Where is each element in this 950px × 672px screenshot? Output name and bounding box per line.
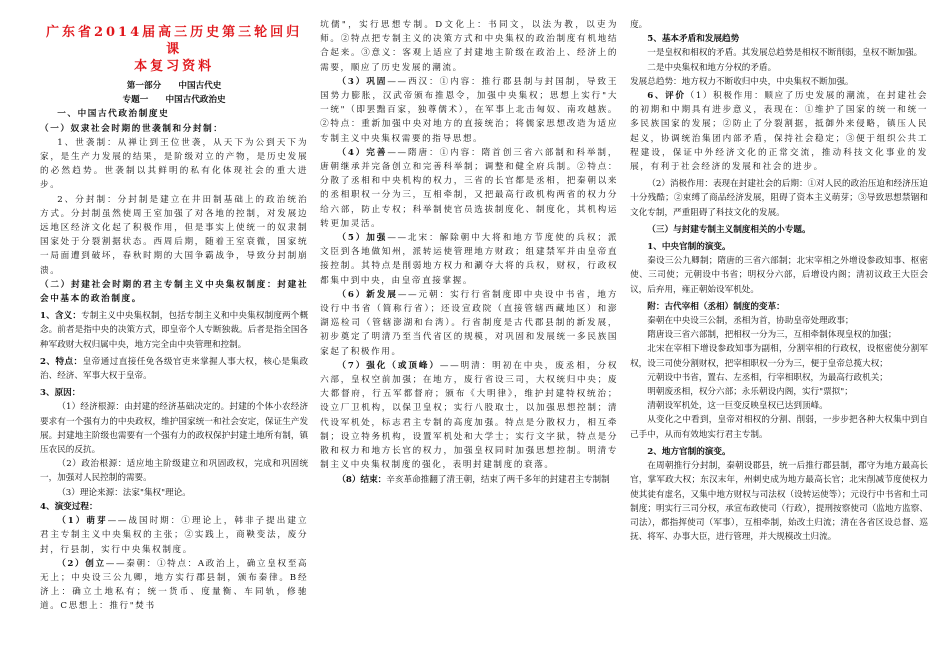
paragraph: （6）新发展——元朝：实行行省制度即中央设中书省，地方设行中书省（简称行省）；还设宣政院（直接管辖西藏地区）和澎湖巡检司（管辖澎湖和台湾）。行省制度是古代郡县制的新发展，初步奠定了明清乃至当代省区的规模，对巩固和发展统一多民族国家起了积极作用。	[320, 289, 619, 357]
paragraph: 一是皇权和相权的矛盾。其发展总趋势是相权不断削弱，皇权不断加强。	[647, 48, 923, 59]
paragraph: 秦朝在中央设三公制，丞相为首，协助皇帝处理政事；	[647, 316, 854, 327]
paragraph-heading: 附：古代宰相（丞相）制度的变革：	[647, 301, 785, 312]
column-3	[630, 18, 928, 666]
paragraph-heading: （三）与封建专制主义制度相关的小专题。	[647, 224, 811, 235]
paragraph-heading: 1、中央官制的演变。	[647, 242, 731, 253]
paragraph-heading: 2、地方官制的演变。	[647, 446, 731, 457]
paragraph: （2）政治根源：适应地主阶级建立和巩固政权，完成和巩固统一，加强对人民控制的需要。	[40, 459, 309, 484]
paragraph-heading: 5、基本矛盾和发展趋势	[647, 34, 740, 45]
column-2	[320, 18, 618, 666]
subsection-heading: （二）封建社会时期的君主专制主义中央集权制度：封建社会中基本的政治制度。	[40, 279, 309, 305]
section-heading: 一、中国古代政治制度史	[57, 109, 170, 120]
paragraph: （3）巩固——西汉：①内容：推行郡县制与封国制，导致王国势力膨胀，汉武帝颁布推恩令，加强中央集权；思想上实行"大一统"（即罢黜百家，独尊儒术），在军事上北击匈奴、南攻越族。②特点：重新加强中央对地方的直接统治；将儒家思想改造为适应专制主义中央集权需要的指导思想。	[320, 76, 619, 144]
paragraph: 二是中央集权和地方分权的矛盾。	[647, 62, 777, 73]
paragraph: （4）完善——隋唐：①内容：隋首创三省六部制和科举制，唐朝继承并完备创立和完善科举制；调整和健全府兵制。②特点：分散了丞相和中央机构的权力，三省的长官都是丞相，把秦朝以来的丞相职权一分为三，互相牵制，又把最高行政机构两省的权力分给六部，防止专权；科举制使官员选拔制度化、制度化，其机构运转更加灵活。	[320, 147, 619, 229]
paragraph: 隋唐设三省六部制，把相权一分为三，互相牵制体现皇权的加强；	[647, 330, 897, 341]
paragraph: （2）消极作用：表现在封建社会的后期：①对人民的政治压迫和经济压迫十分残酷；②束缚了商品经济发展，阻碍了资本主义萌芽；③导致思想禁锢和文化专制，严重阻碍了科技文化的发展。	[630, 179, 929, 218]
paragraph: 明朝废丞相，权分六部；永乐朝设内阁，实行"票拟"；	[647, 387, 853, 398]
paragraph: 2、分封制：分封制是建立在井田制基础上的政治统治方式。分封制虽然使周王室加强了对各地的控制，对发展边远地区经济文化起了积极作用，但是事实上使统一的奴隶制国家处于分裂割据状态。西周后期，随着王室衰微，国家统一局面遭到破坏，春秋时期的大国争霸战争，导致分封制崩溃。	[40, 194, 309, 276]
paragraph: 在周朝推行分封制，秦朝设郡县，统一后推行郡县制，郡守为地方最高长官，掌军政大权；东汉末年，州刺史成为地方最高长官；北宋削减节度使权力使其徒有虚名，又集中地方财权与司法权（设转运使等）；元设行中书省和土司制度；明实行三司分权，承宣布政使司（行政），提刑按察使司（监地方监察、司法），都指挥使司（军事），互相牵制，始改土归流；清在各省区设总督、巡抚、将军、办事大臣，进行管理，并大规模改土归流。	[630, 461, 929, 543]
paragraph: 元朝设中书省，置右、左丞相，行宰相职权，为最高行政机关；	[647, 372, 888, 383]
paragraph: （7）强化（或顶峰）——明清：明初在中央，废丞相，分权六部，皇权空前加强；在地方，废行省设三司，大权统归中央；废大都督府，行五军都督府；颁布《大明律》，维护封建特权统治；设立厂卫机构，以保卫皇权；实行八股取士，以加强思想控制；清代设军机处，标志君主专制的高度加强。特点是分散权力，相互牵制；设立特务机构，设置军机处和大学士；实行文字狱，特点是分散和权力和地方长官的权力，加强皇权同时加强思想控制。明清专制主义中央集权制度的强化，表明封建制度的衰落。	[320, 360, 619, 471]
paragraph: （8）结束：辛亥革命推翻了清王朝，结束了两千多年的封建君主专制制	[337, 474, 610, 485]
paragraph: 从变化之中看到，皇帝对相权的分割、削弱，一步步把各种大权集中到自己手中，从而有效地实行君主专制。	[630, 415, 929, 440]
paragraph: 北宋在宰相下增设参政知事为副相，分割宰相的行政权，设枢密使分割军权，设三司使分割财权，把宰相职权一分为三，便于皇帝总揽大权；	[630, 344, 929, 369]
column-1	[40, 18, 308, 666]
paragraph: 清朝设军机处，这一巨变反映皇权已达到顶峰。	[647, 401, 828, 412]
paragraph: 秦设三公九卿制；隋唐的三省六部制；北宋宰相之外增设参政知事、枢密使、三司使；元朝设中书省；明权分六部，后增设内阁；清初议政王大臣会议，后弃用，雍正朝始设军机处。	[630, 256, 929, 295]
paragraph: （1）经济根源：由封建的经济基础决定的。封建的个体小农经济要求有一个强有力的中央政权，维护国家统一和社会安定，保证生产发展。封建地主阶级也需要有一个强有力的政权保护封建土地所有制，镇压农民的反抗。	[40, 402, 309, 456]
paragraph: 2、特点：皇帝通过直接任免各级官吏来掌握人事大权，核心是集政治、经济、军事大权于皇帝。	[40, 356, 309, 382]
paragraph: 6、评价（1）积极作用：顺应了历史发展的潮流，在封建社会的初期和中期具有进步意义，表现在：①维护了国家的统一和统一多民族国家的发展；②防止了分裂割据，抵御外来侵略，镇压人民起义，协调统治集团内部矛盾，保持社会稳定；③便于组织公共工程建设，保证中外经济文化的正常交流，推动科技文化事业的发展，有利于社会经济的发展和社会的进步。	[630, 91, 929, 173]
paragraph: 坑儒"，实行思想专制。D文化上：书同文，以法为教，以吏为师。②特点把专制主义的决策方式和中央集权的政治制度有机地结合起来。③意义：客观上适应了封建地主阶级在政治上、经济上的需要，顺应了历史发展的潮流。	[320, 20, 619, 73]
paragraph: 发展总趋势：地方权力不断收归中央，中央集权不断加强。	[630, 76, 854, 87]
paragraph: （1）萌芽——战国时期：①理论上，韩非子提出建立君主专制主义中央集权的主张；②实践上，商鞅变法，废分封，行县制，实行中央集权制度。	[40, 516, 309, 555]
paragraph: 1、含义：专制主义中央集权制，包括专制主义和中央集权制度两个概念。前者是指中央的决策方式，即皇帝个人专断独裁。后者是指全国各种军政财大权归属中央，地方完全由中央管理和控制。	[40, 311, 309, 350]
paragraph-heading: 3、原因：	[40, 388, 81, 399]
subsection-heading: （一）奴隶社会时期的世袭制和分封制：	[40, 123, 224, 134]
paragraph: （2）创立——秦朝：①特点：A政治上，确立皇权至高无上；中央设三公九卿，地方实行郡县制，颁布秦律。B经济上：确立土地私有；统一货币、度量衡、车同轨，修驰道。C思想上：推行"焚书	[40, 558, 309, 612]
document-title: 广东省2014届高三历史第三轮回归课 本复习资料	[45, 25, 303, 74]
paragraph: （5）加强——北宋：解除朝中大将和地方节度使的兵权；派文臣到各地做知州，派转运使管理地方财政；组建禁军并由皇帝直接控制。其特点是削弱地方权力和涮夺大将的兵权，财权，行政权都集中到中央，由皇帝直接掌握。	[320, 233, 619, 286]
paragraph-heading: 4、演变过程：	[40, 501, 98, 512]
paragraph: 度。	[630, 20, 648, 30]
part-heading: 第一部分 中国古代史	[126, 81, 222, 91]
paragraph: 1、世袭制：从禅让到王位世袭，从天下为公到天下为家，是生产力发展的结果，是阶级对立的产物，是历史发展的必然趋势。世袭制以其鲜明的私有化体现社会的重大进步。	[40, 137, 309, 191]
topic-heading: 专题一 中国古代政治史	[122, 95, 226, 106]
paragraph: （3）理论来源：法家"集权"理论。	[57, 487, 191, 498]
